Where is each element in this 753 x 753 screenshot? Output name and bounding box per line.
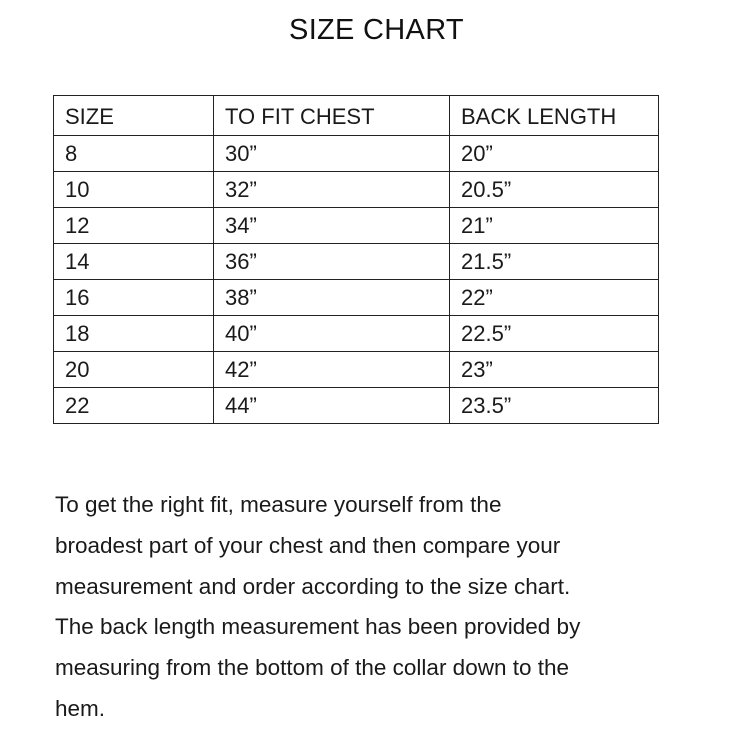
size-cell: 10 [54,172,214,208]
back-length-cell: 22” [450,280,659,316]
size-cell: 16 [54,280,214,316]
header-size: SIZE [54,96,214,136]
table-row [54,280,659,316]
back-length-cell: 23” [450,352,659,388]
fit-instructions-line: To get the right fit, measure yourself from the [55,492,502,517]
back-length-cell: 20” [450,136,659,172]
fit-instructions-line: measurement and order according to the size chart. [55,573,571,599]
chest-cell: 34” [214,208,450,244]
size-cell: 12 [54,208,214,244]
back-length-cell: 21.5” [450,244,659,280]
size-cell: 18 [54,316,214,352]
size-chart-table [53,95,659,424]
chest-cell: 30” [214,136,450,172]
chest-cell: 44” [214,388,450,424]
size-cell: 14 [54,244,214,280]
chest-cell: 32” [214,172,450,208]
back-length-cell: 21” [450,208,659,244]
table-row [54,172,659,208]
chest-cell: 40” [214,316,450,352]
chest-cell: 36” [214,244,450,280]
fit-instructions-line: measuring from the bottom of the collar down to the [55,655,570,681]
table-row [54,316,659,352]
fit-instructions-line: broadest part of your chest and then compare your [55,532,561,558]
table-row [54,208,659,244]
back-length-cell: 23.5” [450,388,659,424]
size-cell: 20 [54,352,214,388]
fit-instructions [55,485,735,730]
table-row [54,352,659,388]
table-header-row [54,96,659,136]
back-length-cell: 20.5” [450,172,659,208]
table-row [54,388,659,424]
table-row [54,136,659,172]
fit-instructions-line: hem. [55,695,106,721]
chest-cell: 38” [214,280,450,316]
chest-cell: 42” [214,352,450,388]
page-title: SIZE CHART [289,14,464,46]
size-cell: 8 [54,136,214,172]
size-cell: 22 [54,388,214,424]
header-to-fit-chest: TO FIT CHEST [214,96,450,136]
header-back-length: BACK LENGTH [450,96,659,136]
fit-instructions-line: The back length measurement has been provided by [55,614,581,640]
table-row [54,244,659,280]
back-length-cell: 22.5” [450,316,659,352]
